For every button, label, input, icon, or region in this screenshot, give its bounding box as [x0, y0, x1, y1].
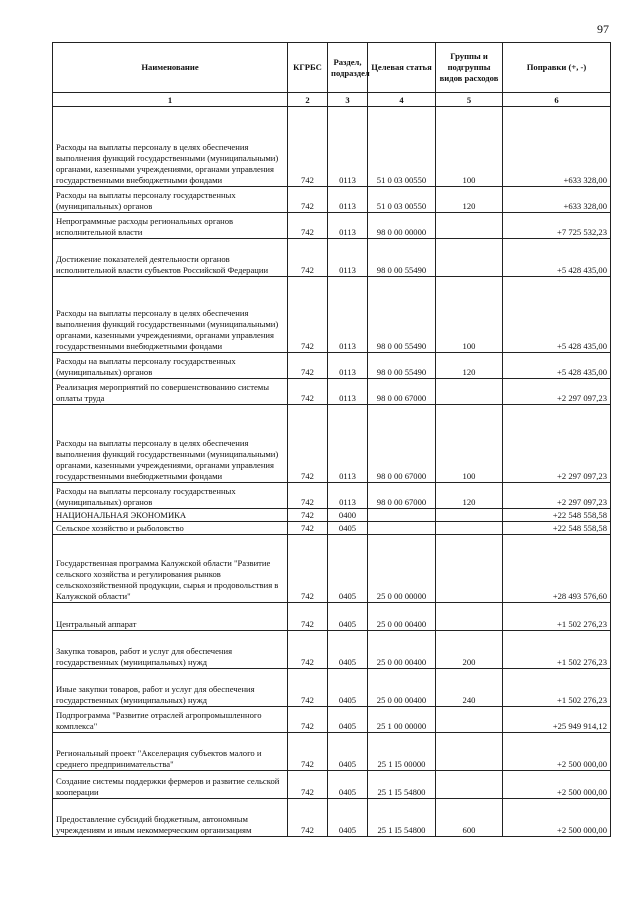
- row-group: [436, 603, 503, 631]
- row-amount: +5 428 435,00: [503, 277, 611, 353]
- row-section: 0113: [328, 353, 368, 379]
- row-target: 25 1 I5 54800: [368, 771, 436, 799]
- table-row: [53, 107, 611, 187]
- row-group: [436, 509, 503, 522]
- table-row: [53, 405, 611, 483]
- row-section: 0113: [328, 277, 368, 353]
- row-amount: +633 328,00: [503, 187, 611, 213]
- row-name: Расходы на выплаты персоналу в целях обеспечения выполнения функций государственными (муниципальными) органами, казенными учреждениями, органами управления государственными внебюджетными фондами: [53, 277, 288, 353]
- row-name: Непрограммные расходы региональных органов исполнительной власти: [53, 213, 288, 239]
- row-name: Подпрограмма "Развитие отраслей агропромышленного комплекса": [53, 707, 288, 733]
- row-target: 25 1 I5 54800: [368, 799, 436, 837]
- row-name: Расходы на выплаты персоналу государственных (муниципальных) органов: [53, 187, 288, 213]
- row-amount: +2 297 097,23: [503, 379, 611, 405]
- row-target: 25 0 00 00000: [368, 535, 436, 603]
- table-row: [53, 535, 611, 603]
- row-group: [436, 239, 503, 277]
- row-kgrbs: 742: [288, 213, 328, 239]
- row-kgrbs: 742: [288, 277, 328, 353]
- table-row: [53, 631, 611, 669]
- row-amount: +5 428 435,00: [503, 353, 611, 379]
- row-target: 98 0 00 00000: [368, 213, 436, 239]
- row-kgrbs: 742: [288, 405, 328, 483]
- row-group: [436, 707, 503, 733]
- row-target: 98 0 00 67000: [368, 483, 436, 509]
- page-number: 97: [597, 22, 609, 36]
- header-kgrbs: КГРБС: [288, 43, 328, 93]
- column-number: 4: [368, 93, 436, 107]
- row-group: [436, 535, 503, 603]
- row-target: 25 1 00 00000: [368, 707, 436, 733]
- table-row: [53, 277, 611, 353]
- table-row: [53, 771, 611, 799]
- row-kgrbs: 742: [288, 603, 328, 631]
- row-kgrbs: 742: [288, 799, 328, 837]
- row-amount: +2 500 000,00: [503, 799, 611, 837]
- row-name: НАЦИОНАЛЬНАЯ ЭКОНОМИКА: [53, 509, 288, 522]
- row-group: 120: [436, 483, 503, 509]
- row-section: 0113: [328, 213, 368, 239]
- row-section: 0405: [328, 707, 368, 733]
- table-row: [53, 213, 611, 239]
- row-section: 0405: [328, 631, 368, 669]
- row-kgrbs: 742: [288, 522, 328, 535]
- table-row: [53, 707, 611, 733]
- table-row: [53, 187, 611, 213]
- row-group: 120: [436, 353, 503, 379]
- row-name: Расходы на выплаты персоналу государственных (муниципальных) органов: [53, 483, 288, 509]
- row-kgrbs: 742: [288, 353, 328, 379]
- row-group: [436, 771, 503, 799]
- row-section: 0405: [328, 771, 368, 799]
- row-amount: +28 493 576,60: [503, 535, 611, 603]
- row-kgrbs: 742: [288, 483, 328, 509]
- table-row: [53, 509, 611, 522]
- row-group: [436, 379, 503, 405]
- table-row: [53, 733, 611, 771]
- row-section: 0405: [328, 603, 368, 631]
- row-kgrbs: 742: [288, 379, 328, 405]
- row-target: 98 0 00 55490: [368, 277, 436, 353]
- row-name: Закупка товаров, работ и услуг для обеспечения государственных (муниципальных) нужд: [53, 631, 288, 669]
- header-groups: Группы и подгруппы видов расходов: [436, 43, 503, 93]
- row-target: [368, 522, 436, 535]
- row-section: 0113: [328, 107, 368, 187]
- row-name: Реализация мероприятий по совершенствованию системы оплаты труда: [53, 379, 288, 405]
- column-number: 6: [503, 93, 611, 107]
- row-group: 100: [436, 107, 503, 187]
- header-row: [53, 43, 611, 93]
- row-amount: +2 500 000,00: [503, 771, 611, 799]
- row-target: 98 0 00 55490: [368, 353, 436, 379]
- row-section: 0113: [328, 187, 368, 213]
- row-amount: +22 548 558,58: [503, 509, 611, 522]
- row-kgrbs: 742: [288, 669, 328, 707]
- row-target: 51 0 03 00550: [368, 187, 436, 213]
- row-name: Расходы на выплаты персоналу в целях обеспечения выполнения функций государственными (муниципальными) органами, казенными учреждениями, органами управления государственными внебюджетными фондами: [53, 107, 288, 187]
- row-group: 120: [436, 187, 503, 213]
- table-row: [53, 799, 611, 837]
- row-amount: +2 297 097,23: [503, 405, 611, 483]
- column-number-row: [53, 93, 611, 107]
- row-section: 0405: [328, 733, 368, 771]
- row-target: 51 0 03 00550: [368, 107, 436, 187]
- row-group: [436, 522, 503, 535]
- row-group: 240: [436, 669, 503, 707]
- header-amendments: Поправки (+, -): [503, 43, 611, 93]
- table-row: [53, 669, 611, 707]
- row-kgrbs: 742: [288, 239, 328, 277]
- row-name: Иные закупки товаров, работ и услуг для обеспечения государственных (муниципальных) нужд: [53, 669, 288, 707]
- column-number: 3: [328, 93, 368, 107]
- column-number: 5: [436, 93, 503, 107]
- row-target: [368, 509, 436, 522]
- row-kgrbs: 742: [288, 707, 328, 733]
- row-section: 0405: [328, 535, 368, 603]
- row-name: Сельское хозяйство и рыболовство: [53, 522, 288, 535]
- row-name: Центральный аппарат: [53, 603, 288, 631]
- row-amount: +2 297 097,23: [503, 483, 611, 509]
- row-target: 25 0 00 00400: [368, 669, 436, 707]
- row-kgrbs: 742: [288, 733, 328, 771]
- header-name: Наименование: [53, 43, 288, 93]
- row-amount: +633 328,00: [503, 107, 611, 187]
- row-group: 600: [436, 799, 503, 837]
- column-number: 2: [288, 93, 328, 107]
- row-target: 25 1 I5 00000: [368, 733, 436, 771]
- row-amount: +1 502 276,23: [503, 603, 611, 631]
- row-target: 98 0 00 67000: [368, 379, 436, 405]
- row-group: 100: [436, 405, 503, 483]
- row-section: 0113: [328, 405, 368, 483]
- row-kgrbs: 742: [288, 187, 328, 213]
- row-group: 200: [436, 631, 503, 669]
- row-section: 0113: [328, 483, 368, 509]
- header-section: Раздел, подраздел: [328, 43, 368, 93]
- row-section: 0405: [328, 522, 368, 535]
- table-row: [53, 239, 611, 277]
- row-amount: +1 502 276,23: [503, 669, 611, 707]
- row-amount: +1 502 276,23: [503, 631, 611, 669]
- row-name: Расходы на выплаты персоналу государственных (муниципальных) органов: [53, 353, 288, 379]
- row-section: 0113: [328, 379, 368, 405]
- row-amount: +22 548 558,58: [503, 522, 611, 535]
- row-amount: +5 428 435,00: [503, 239, 611, 277]
- row-amount: +25 949 914,12: [503, 707, 611, 733]
- table-row: [53, 603, 611, 631]
- row-target: 25 0 00 00400: [368, 631, 436, 669]
- row-amount: +2 500 000,00: [503, 733, 611, 771]
- header-target: Целевая статья: [368, 43, 436, 93]
- row-section: 0113: [328, 239, 368, 277]
- row-name: Региональный проект "Акселерация субъектов малого и среднего предпринимательства": [53, 733, 288, 771]
- table-row: [53, 483, 611, 509]
- row-target: 25 0 00 00400: [368, 603, 436, 631]
- row-target: 98 0 00 67000: [368, 405, 436, 483]
- row-group: [436, 213, 503, 239]
- row-kgrbs: 742: [288, 771, 328, 799]
- table-row: [53, 353, 611, 379]
- row-group: 100: [436, 277, 503, 353]
- row-section: 0405: [328, 799, 368, 837]
- row-kgrbs: 742: [288, 107, 328, 187]
- row-target: 98 0 00 55490: [368, 239, 436, 277]
- row-name: Создание системы поддержки фермеров и развитие сельской кооперации: [53, 771, 288, 799]
- row-name: Достижение показателей деятельности органов исполнительной власти субъектов Российской Федерации: [53, 239, 288, 277]
- budget-table: [52, 42, 611, 837]
- row-name: Государственная программа Калужской области "Развитие сельского хозяйства и регулирования рынков сельскохозяйственной продукции, сырья и продовольствия в Калужской области": [53, 535, 288, 603]
- row-section: 0400: [328, 509, 368, 522]
- row-section: 0405: [328, 669, 368, 707]
- row-kgrbs: 742: [288, 535, 328, 603]
- row-kgrbs: 742: [288, 509, 328, 522]
- row-kgrbs: 742: [288, 631, 328, 669]
- row-name: Предоставление субсидий бюджетным, автономным учреждениям и иным некоммерческим организациям: [53, 799, 288, 837]
- row-amount: +7 725 532,23: [503, 213, 611, 239]
- row-name: Расходы на выплаты персоналу в целях обеспечения выполнения функций государственными (муниципальными) органами, казенными учреждениями, органами управления государственными внебюджетными фондами: [53, 405, 288, 483]
- column-number: 1: [53, 93, 288, 107]
- table-row: [53, 379, 611, 405]
- table-row: [53, 522, 611, 535]
- row-group: [436, 733, 503, 771]
